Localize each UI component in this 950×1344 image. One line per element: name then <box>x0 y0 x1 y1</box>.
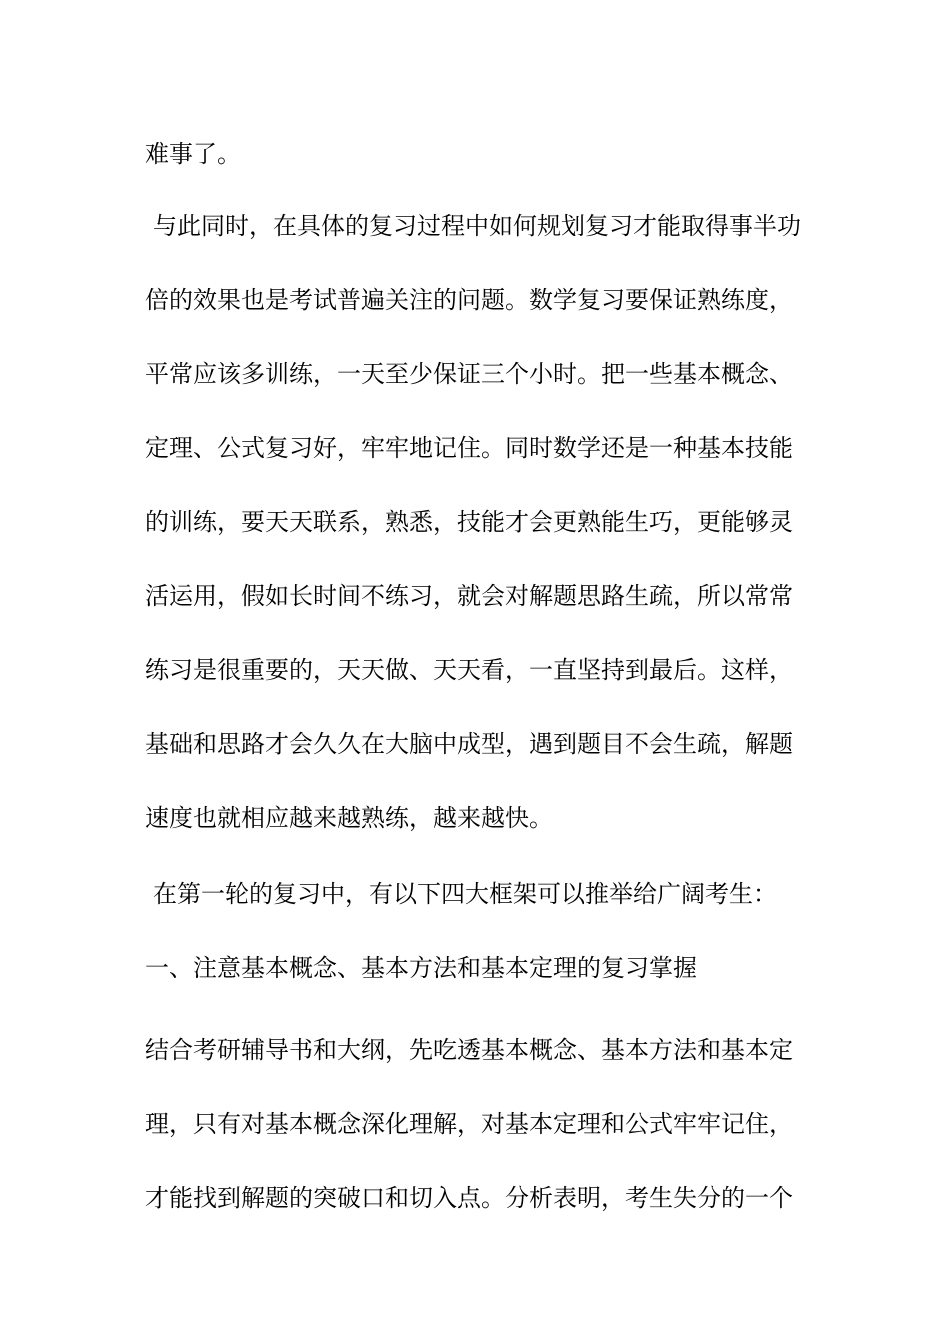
text-line: 速度也就相应越来越熟练，越来越快。 <box>145 804 553 832</box>
text-line: 倍的效果也是考试普遍关注的问题。数学复习要保证熟练度， <box>145 286 793 314</box>
text-line: 结合考研辅导书和大纲，先吃透基本概念、基本方法和基本定 <box>145 1036 793 1064</box>
text-line: 与此同时，在具体的复习过程中如何规划复习才能取得事半功 <box>153 212 801 240</box>
text-line: 练习是很重要的，天天做、天天看，一直坚持到最后。这样， <box>145 656 793 684</box>
section-heading: 一、注意基本概念、基本方法和基本定理的复习掌握 <box>145 954 697 982</box>
text-line: 活运用，假如长时间不练习，就会对解题思路生疏，所以常常 <box>145 582 793 610</box>
text-line: 基础和思路才会久久在大脑中成型，遇到题目不会生疏，解题 <box>145 730 793 758</box>
text-line: 定理、公式复习好，牢牢地记住。同时数学还是一种基本技能 <box>145 434 793 462</box>
text-line: 才能找到解题的突破口和切入点。分析表明，考生失分的一个 <box>145 1184 793 1212</box>
text-line: 在第一轮的复习中，有以下四大框架可以推举给广阔考生： <box>153 880 777 908</box>
text-line: 的训练，要天天联系，熟悉，技能才会更熟能生巧，更能够灵 <box>145 508 793 536</box>
text-line: 难事了。 <box>145 140 241 168</box>
text-line: 理，只有对基本概念深化理解，对基本定理和公式牢牢记住， <box>145 1110 793 1138</box>
text-line: 平常应该多训练，一天至少保证三个小时。把一些基本概念、 <box>145 360 793 388</box>
